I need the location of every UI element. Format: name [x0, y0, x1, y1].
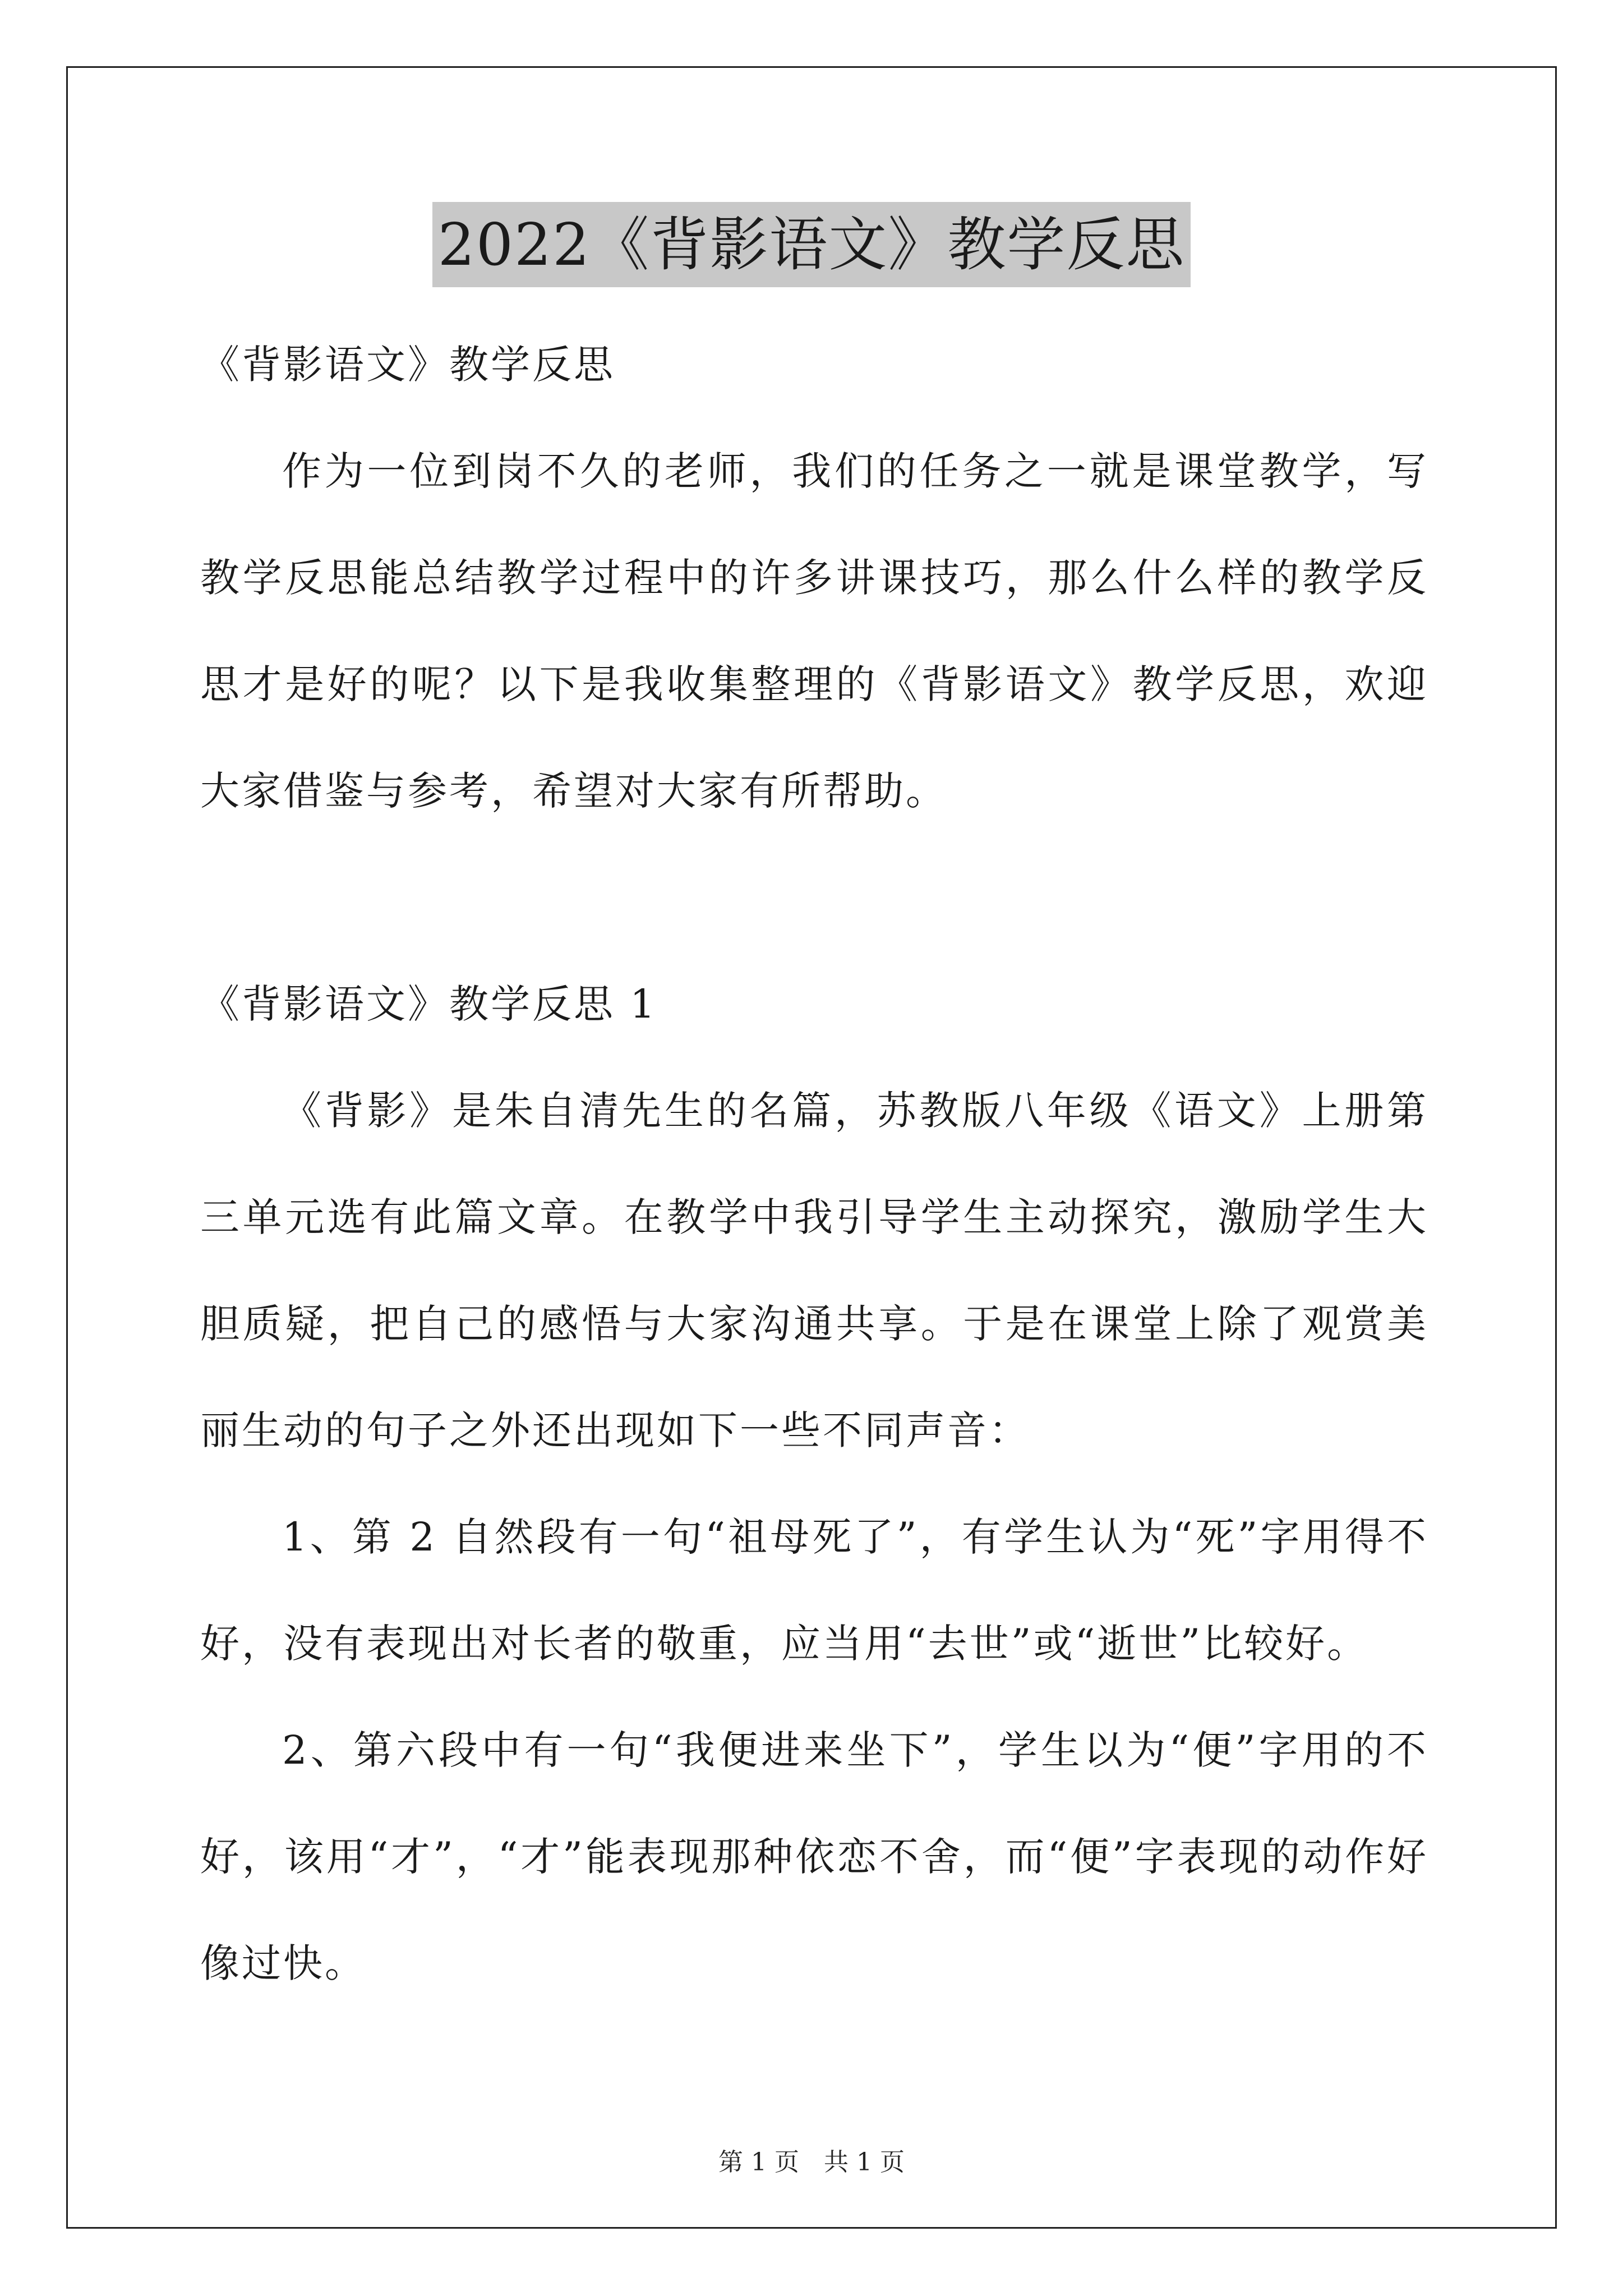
intro-heading: 《背影语文》教学反思 — [200, 342, 615, 388]
page-footer: 第 1 页 共 1 页 — [718, 2148, 905, 2177]
section1-point-1: 1、第 2 自然段有一句“祖母死了”，有学生认为“死”字用得不好，没有表现出对长者的敬重，应当用“去世”或“逝世”比较好。 — [200, 1514, 1428, 1667]
document-body — [200, 311, 1428, 2017]
document-title: 2022《背影语文》教学反思 — [432, 202, 1191, 287]
section-spacer — [200, 844, 1428, 951]
intro-paragraph: 作为一位到岗不久的老师，我们的任务之一就是课堂教学，写教学反思能总结教学过程中的许多讲课技巧，那么什么样的教学反思才是好的呢？以下是我收集整理的《背影语文》教学反思，欢迎大家借鉴与参考，希望对大家有所帮助。 — [200, 448, 1428, 814]
section1-paragraph: 《背影》是朱自清先生的名篇，苏教版八年级《语文》上册第三单元选有此篇文章。在教学中我引导学生主动探究，激励学生大胆质疑，把自己的感悟与大家沟通共享。于是在课堂上除了观赏美丽生动的句子之外还出现如下一些不同声音： — [200, 1088, 1428, 1453]
section1-point-2: 2、第六段中有一句“我便进来坐下”，学生以为“便”字用的不好，该用“才”，“才”能表现那种依恋不舍，而“便”字表现的动作好像过快。 — [200, 1727, 1428, 1986]
section1-heading: 《背影语文》教学反思 1 — [200, 981, 657, 1027]
title-container — [0, 202, 1623, 287]
